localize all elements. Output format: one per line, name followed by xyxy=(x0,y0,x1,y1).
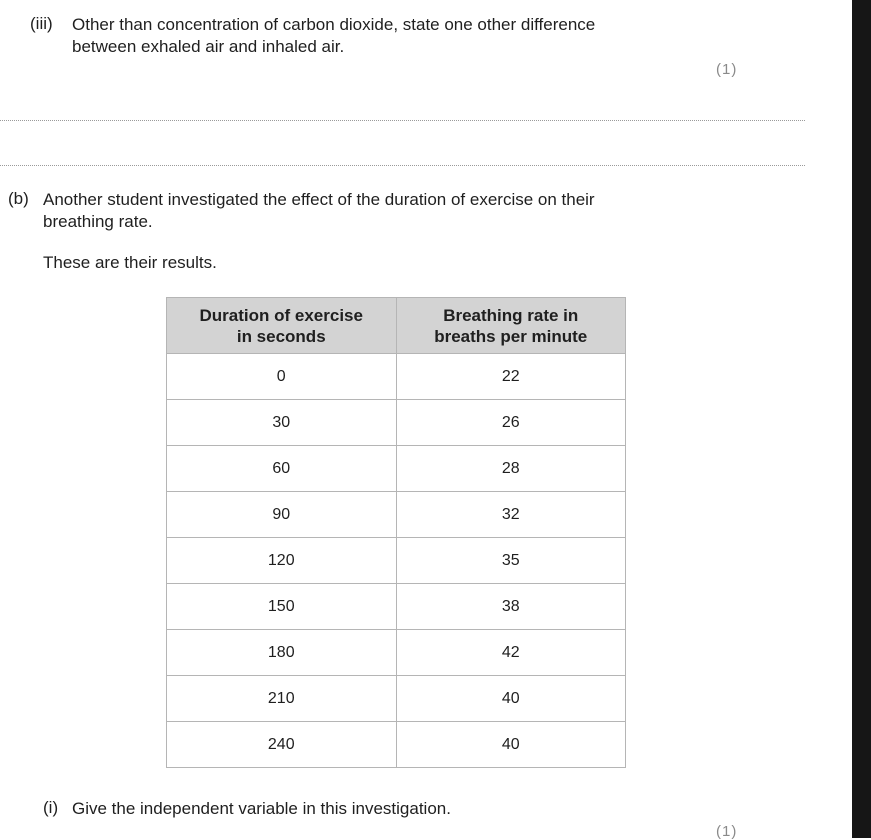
column-header-duration-line1: Duration of exercise xyxy=(199,305,363,325)
duration-cell: 0 xyxy=(167,354,397,400)
table-row xyxy=(167,492,626,538)
column-header-breathing-rate-line2: breaths per minute xyxy=(434,326,588,346)
question-label-iii: (iii) xyxy=(30,14,53,33)
marks-iii: (1) xyxy=(716,61,738,78)
answer-line-2[interactable] xyxy=(0,165,805,166)
breathing-rate-cell: 22 xyxy=(396,354,626,400)
question-text-iii xyxy=(72,14,595,58)
table-row xyxy=(167,676,626,722)
table-header-row xyxy=(167,298,626,354)
breathing-rate-cell: 38 xyxy=(396,584,626,630)
table-row xyxy=(167,354,626,400)
table-row xyxy=(167,584,626,630)
duration-cell: 240 xyxy=(167,722,397,768)
column-header-breathing-rate xyxy=(396,298,626,354)
marks-i: (1) xyxy=(716,823,738,840)
table-row xyxy=(167,722,626,768)
question-text-b xyxy=(43,189,595,233)
question-text-b-line1: Another student investigated the effect of the duration of exercise on their xyxy=(43,190,595,209)
breathing-rate-cell: 42 xyxy=(396,630,626,676)
window-edge xyxy=(852,0,871,838)
breathing-rate-cell: 40 xyxy=(396,676,626,722)
breathing-rate-cell: 28 xyxy=(396,446,626,492)
column-header-breathing-rate-line1: Breathing rate in xyxy=(443,305,579,325)
question-label-i: (i) xyxy=(43,798,59,817)
breathing-rate-cell: 26 xyxy=(396,400,626,446)
breathing-rate-cell: 32 xyxy=(396,492,626,538)
question-text-iii-line2: between exhaled air and inhaled air. xyxy=(72,37,345,56)
results-intro: These are their results. xyxy=(43,253,217,272)
table-row xyxy=(167,446,626,492)
duration-cell: 120 xyxy=(167,538,397,584)
duration-cell: 60 xyxy=(167,446,397,492)
breathing-rate-cell: 35 xyxy=(396,538,626,584)
table-row xyxy=(167,630,626,676)
answer-line-1[interactable] xyxy=(0,120,805,121)
results-table xyxy=(166,297,626,768)
duration-cell: 210 xyxy=(167,676,397,722)
question-text-iii-line1: Other than concentration of carbon dioxide, state one other difference xyxy=(72,15,596,34)
duration-cell: 90 xyxy=(167,492,397,538)
duration-cell: 150 xyxy=(167,584,397,630)
column-header-duration xyxy=(167,298,397,354)
breathing-rate-cell: 40 xyxy=(396,722,626,768)
table-row xyxy=(167,538,626,584)
column-header-duration-line2: in seconds xyxy=(236,326,326,346)
duration-cell: 30 xyxy=(167,400,397,446)
question-label-b: (b) xyxy=(8,189,29,208)
question-text-i: Give the independent variable in this investigation. xyxy=(72,799,451,818)
question-text-b-line2: breathing rate. xyxy=(43,212,153,231)
duration-cell: 180 xyxy=(167,630,397,676)
table-row xyxy=(167,400,626,446)
